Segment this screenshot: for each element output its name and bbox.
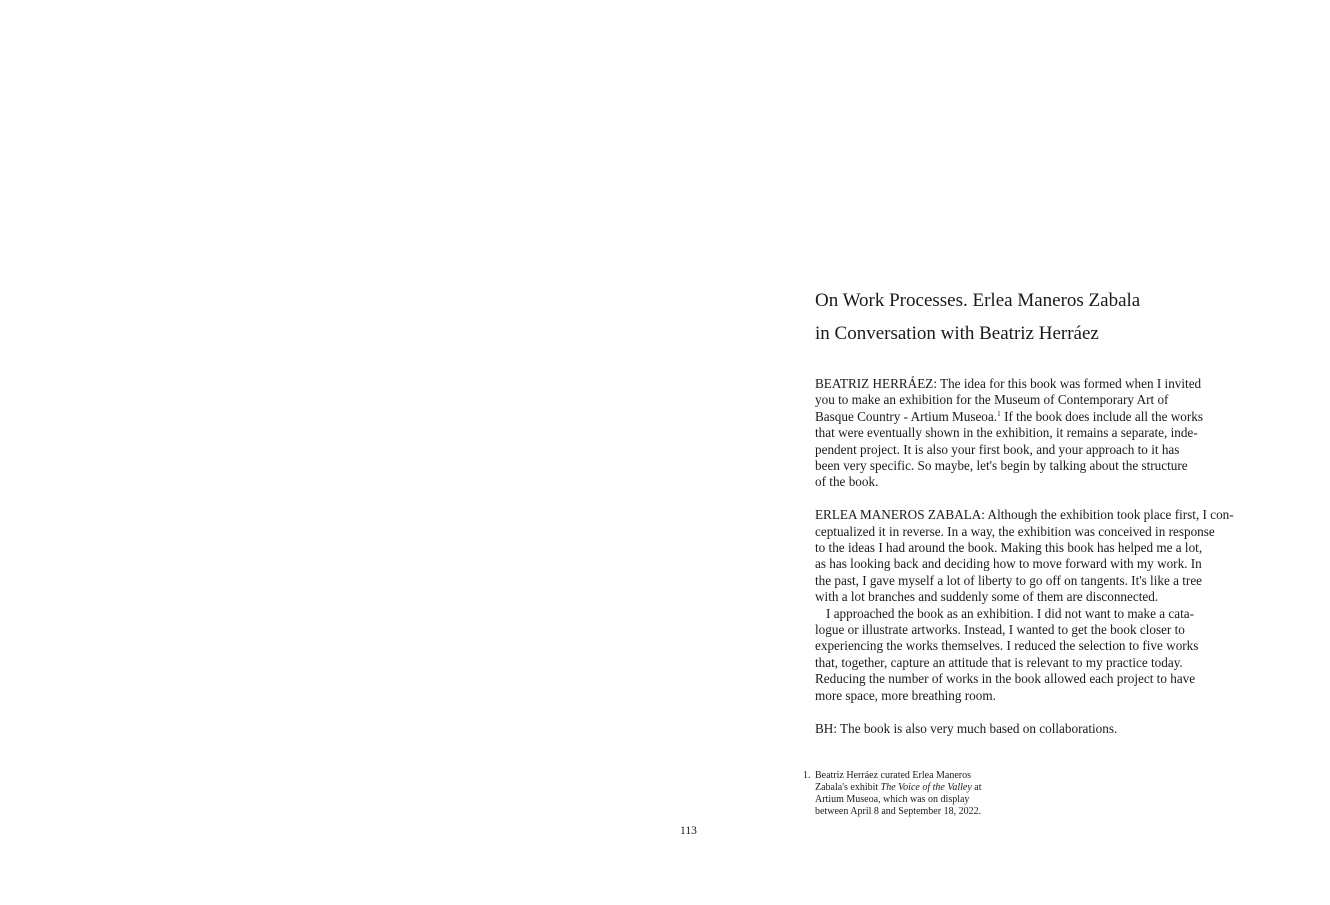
paragraph-herraez-intro bbox=[815, 376, 1255, 491]
text-line: I approached the book as an exhibition. I did not want to make a cata- bbox=[826, 605, 1195, 621]
text-line: BH: The book is also very much based on collaborations. bbox=[815, 720, 1118, 736]
paragraph-bh-question bbox=[815, 721, 1255, 737]
text-line: more space, more breathing room. bbox=[815, 687, 996, 703]
text-line: ERLEA MANEROS ZABALA: Although the exhibition took place first, I con- bbox=[815, 507, 1234, 523]
exhibit-title: The Voice of the Valley bbox=[880, 782, 972, 793]
footnote-line: Beatriz Herráez curated Erlea Maneros bbox=[815, 770, 972, 781]
footnote bbox=[803, 770, 1033, 818]
paragraph-maneros-response bbox=[815, 507, 1255, 704]
footnote-number: 1. bbox=[803, 770, 811, 781]
text-line: to the ideas I had around the book. Making this book has helped me a lot, bbox=[815, 540, 1203, 556]
text-line: logue or illustrate artworks. Instead, I wanted to get the book closer to bbox=[815, 622, 1185, 638]
text-line: of the book. bbox=[815, 474, 879, 490]
title-line-1: On Work Processes. Erlea Maneros Zabala bbox=[815, 290, 1141, 311]
footnote-line: Artium Museoa, which was on display bbox=[815, 794, 970, 805]
text-fragment: Basque Country - Artium Museoa. bbox=[815, 408, 998, 424]
text-line: you to make an exhibition for the Museum of Contemporary Art of bbox=[815, 392, 1169, 408]
text-line: Reducing the number of works in the book allowed each project to have bbox=[815, 671, 1196, 687]
text-line-with-footnote-ref bbox=[815, 409, 1255, 425]
footnote-body bbox=[815, 770, 1033, 818]
text-line: with a lot branches and suddenly some of them are disconnected. bbox=[815, 589, 1159, 605]
text-line: ceptualized it in reverse. In a way, the exhibition was conceived in response bbox=[815, 523, 1215, 539]
footnote-reference[interactable]: 1 bbox=[997, 408, 1001, 418]
article-body bbox=[815, 376, 1255, 753]
text-line: BEATRIZ HERRÁEZ: The idea for this book was formed when I invited bbox=[815, 376, 1202, 391]
footnote-fragment: at bbox=[971, 782, 982, 793]
text-line: as has looking back and deciding how to move forward with my work. In bbox=[815, 556, 1202, 572]
text-line: pendent project. It is also your first book, and your approach to it has bbox=[815, 441, 1180, 457]
text-fragment: If the book does include all the works bbox=[1000, 408, 1203, 424]
title-line-2: in Conversation with Beatriz Herráez bbox=[815, 323, 1099, 344]
footnote-line: between April 8 and September 18, 2022. bbox=[815, 806, 982, 817]
text-line: that, together, capture an attitude that is relevant to my practice today. bbox=[815, 654, 1183, 670]
text-line: experiencing the works themselves. I reduced the selection to five works bbox=[815, 638, 1199, 654]
page-number: 113 bbox=[680, 825, 697, 837]
text-line: been very specific. So maybe, let's begin by talking about the structure bbox=[815, 458, 1188, 474]
text-line: the past, I gave myself a lot of liberty to go off on tangents. It's like a tree bbox=[815, 572, 1203, 588]
text-line: that were eventually shown in the exhibition, it remains a separate, inde- bbox=[815, 425, 1198, 441]
article-title bbox=[815, 284, 1295, 350]
footnote-fragment: Zabala's exhibit bbox=[815, 782, 881, 793]
footnote-line bbox=[815, 782, 1033, 794]
